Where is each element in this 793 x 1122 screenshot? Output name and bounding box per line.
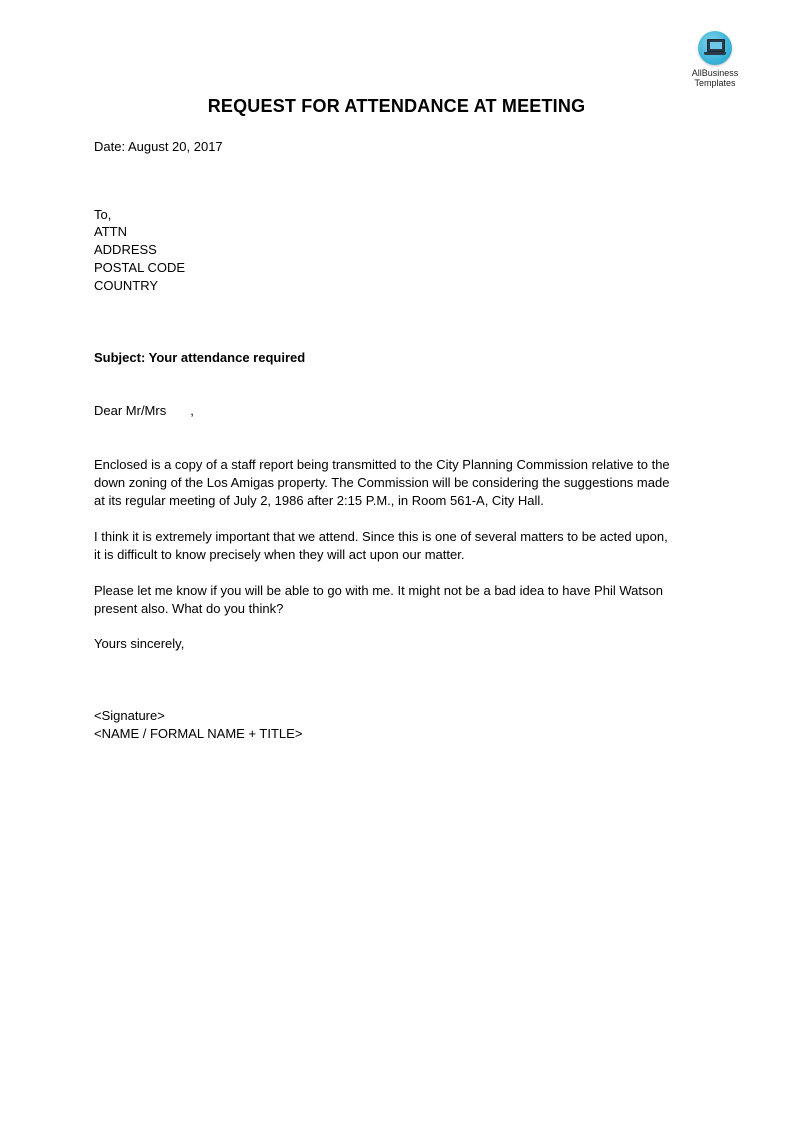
recipient-to: To, bbox=[94, 207, 112, 222]
recipient-postal-code: POSTAL CODE bbox=[94, 260, 186, 275]
signature-placeholder: <Signature> bbox=[94, 708, 165, 723]
paragraph-line: down zoning of the Los Amigas property. The Commission will be considering the suggestions made bbox=[94, 475, 670, 490]
paragraph-line: it is difficult to know precisely when they will act upon our matter. bbox=[94, 547, 465, 562]
salutation bbox=[94, 402, 194, 420]
paragraph-line: Enclosed is a copy of a staff report being transmitted to the City Planning Commission relative to the bbox=[94, 457, 670, 472]
laptop-icon bbox=[698, 31, 732, 65]
paragraph-line: present also. What do you think? bbox=[94, 601, 284, 616]
letter-date: Date: August 20, 2017 bbox=[94, 139, 223, 154]
letter-subject: Subject: Your attendance required bbox=[94, 350, 306, 365]
recipient-address: ADDRESS bbox=[94, 242, 157, 257]
body-paragraph-1 bbox=[94, 456, 714, 510]
brand-logo bbox=[682, 31, 748, 88]
logo-line-1: AllBusiness bbox=[691, 68, 739, 78]
name-title-placeholder: <NAME / FORMAL NAME + TITLE> bbox=[94, 726, 303, 741]
paragraph-line: Please let me know if you will be able to go with me. It might not be a bad idea to have Phil Watson bbox=[94, 583, 663, 598]
body-paragraph-3 bbox=[94, 582, 714, 618]
recipient-country: COUNTRY bbox=[94, 278, 159, 293]
paragraph-line: I think it is extremely important that we attend. Since this is one of several matters to be acted upon, bbox=[94, 529, 668, 544]
recipient-attn: ATTN bbox=[94, 224, 127, 239]
closing: Yours sincerely, bbox=[94, 636, 185, 651]
paragraph-line: at its regular meeting of July 2, 1986 after 2:15 P.M., in Room 561-A, City Hall. bbox=[94, 493, 544, 508]
salutation-comma: , bbox=[190, 403, 194, 418]
document-title: REQUEST FOR ATTENDANCE AT MEETING bbox=[207, 96, 586, 116]
logo-line-2: Templates bbox=[694, 78, 736, 88]
body-paragraph-2 bbox=[94, 528, 714, 564]
salutation-name: Dear Mr/Mrs bbox=[94, 403, 167, 418]
logo-text bbox=[682, 68, 748, 88]
